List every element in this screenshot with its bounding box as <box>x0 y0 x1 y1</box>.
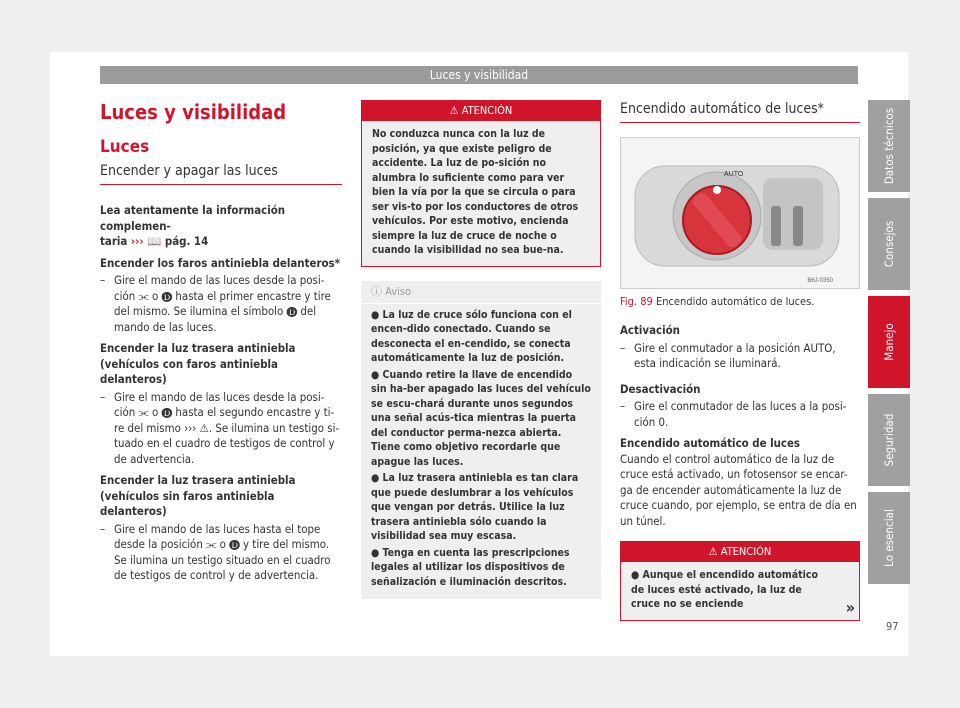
notice-item: ● La luz de cruce sólo funciona con el encen-dido conectado. Cuando se desconecta el en-cendido, se conecta automáticamente la luz de posición. <box>371 308 572 364</box>
warning-box-2: ⚠ ATENCIÓN ● Aunque el encendido automático de luces esté activado, la luz de cruce no se enciende » <box>620 541 860 621</box>
book-icon: 📖 <box>147 234 162 248</box>
heading-auto-lights: Encendido automático de luces <box>620 436 801 450</box>
fig-knob-label: AUTO <box>724 171 744 178</box>
chapter-title: Luces <box>100 137 150 157</box>
figure-caption: Fig. 89 Encendido automático de luces. <box>620 295 815 308</box>
notice-label: Aviso <box>385 284 412 298</box>
column-3 <box>620 100 860 621</box>
tab-seguridad[interactable]: Seguridad <box>868 394 910 486</box>
continue-marker: » <box>845 598 855 617</box>
column-2 <box>361 100 601 599</box>
step-deactivation: – Gire el conmutador de las luces a la posi-ción 0. <box>620 399 860 430</box>
section-title: Encender y apagar las luces <box>100 162 342 185</box>
step-rear-fog-1: – Gire el mando de las luces desde la posi-ción ⫘ o 🅓 hasta el segundo encastre y ti-re del mismo ››› ⚠. Se ilumina un testigo si-tuado en el cuadro de testigos de control y de advertencia. <box>100 390 342 468</box>
warning-icon: ⚠ <box>708 545 718 558</box>
notice-box <box>361 281 601 600</box>
page-number: 97 <box>886 620 899 633</box>
auto-lights-text: Cuando el control automático de la luz de cruce está activado, un fotosensor se encar-ga de encender automáticamente la luz de cruce cuando, por ejemplo, se entra de día en un túnel. <box>620 451 857 528</box>
step-activation: – Gire el conmutador a la posición AUTO, esta indicación se iluminará. <box>620 341 860 372</box>
notice-item: ● La luz trasera antiniebla es tan clara que puede deslumbrar a los vehículos que vengan por detrás. Utilice la luz trasera antiniebla sólo cuando la visibilidad sea muy escasa. <box>371 472 579 542</box>
fig-code: B6J-0350 <box>807 278 833 284</box>
warning-text: No conduzca nunca con la luz de posición, ya que existe peligro de accidente. La luz de po-sición no alumbra lo suficiente como para ver bien la vía por la que se circula o para ser vis-to por los conductores de otros vehículos. Por este motivo, encienda siempre la luz de cruce de noche o cuando la visibilidad no sea bue-na. <box>362 121 600 266</box>
info-icon: ⓘ <box>371 284 382 298</box>
warning-text-2: Aunque el encendido automático de luces esté activado, la luz de cruce no se enciende <box>631 569 818 610</box>
warning-icon: ⚠ <box>449 104 459 117</box>
heading-rear-fog-1: Encender la luz trasera antiniebla (vehículos con faros antiniebla delanteros) <box>100 341 296 386</box>
tab-consejos[interactable]: Consejos <box>868 198 910 290</box>
section-title-auto: Encendido automático de luces* <box>620 100 860 123</box>
warning-label: ATENCIÓN <box>720 545 772 558</box>
page-title: Luces y visibilidad <box>100 100 287 124</box>
notice-item: ● Cuando retire la llave de encendido sin ha-ber apagado las luces del vehículo se escu-chará durante unos segundos una señal acús-tica mientras la puerta del conductor perma-nezca abierta. Tiene como objetivo recordarle que apague las luces. <box>371 368 591 468</box>
warning-box <box>361 100 601 267</box>
figure-light-switch <box>620 137 860 289</box>
notice-item: ● Tenga en cuenta las prescripciones legales al utilizar los dispositivos de señalización e iluminación descritos. <box>371 546 570 588</box>
tab-lo-esencial[interactable]: Lo esencial <box>868 492 910 584</box>
heading-front-fog: Encender los faros antiniebla delanteros* <box>100 255 340 270</box>
step-rear-fog-2: – Gire el mando de las luces hasta el tope desde la posición ⫘ o 🅓 y tire del mismo. Se ilumina un testigo situado en el cuadro de testigos de control y de advertencia. <box>100 522 342 584</box>
light-switch-illustration <box>621 138 859 288</box>
tab-datos-tecnicos[interactable]: Datos técnicos <box>868 100 910 192</box>
running-header: Luces y visibilidad <box>100 66 858 84</box>
heading-activation: Activación <box>620 323 680 337</box>
warning-label: ATENCIÓN <box>461 104 513 117</box>
column-1 <box>100 100 342 584</box>
heading-deactivation: Desactivación <box>620 381 701 396</box>
intro-text: Lea atentamente la información complemen- taria ››› 📖 pág. 14 <box>100 203 286 248</box>
tab-manejo[interactable]: Manejo <box>868 296 910 388</box>
step-front-fog: – Gire el mando de las luces desde la posi-ción ⫘ o 🅓 hasta el primer encastre y tire del mismo. Se ilumina el símbolo 🅓 del mando de las luces. <box>100 273 342 335</box>
page-ref-link[interactable]: pág. 14 <box>164 234 209 248</box>
heading-rear-fog-2: Encender la luz trasera antiniebla (vehículos sin faros antiniebla delanteros) <box>100 473 296 518</box>
